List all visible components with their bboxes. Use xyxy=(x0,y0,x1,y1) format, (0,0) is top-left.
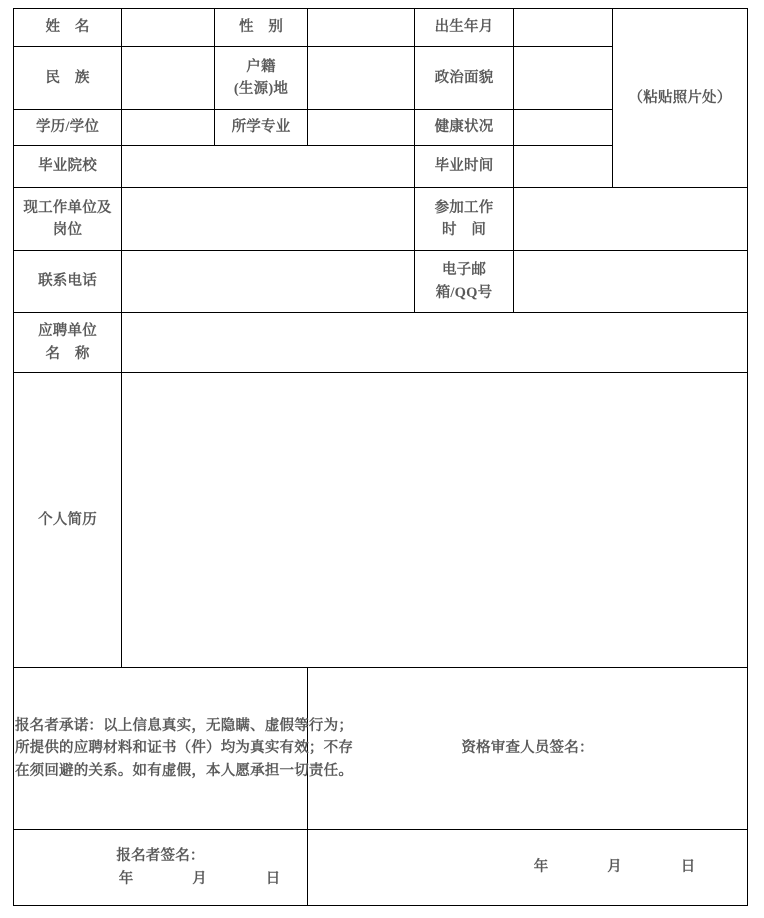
reviewer-signature-label: 资格审查人员签名： xyxy=(308,668,748,830)
label-applied-unit-line2: 名 称 xyxy=(45,345,90,362)
applicant-signature-label: 报名者签名： xyxy=(116,848,205,865)
table-row xyxy=(14,188,748,251)
value-applied-unit[interactable] xyxy=(122,313,748,373)
label-applied-unit xyxy=(14,313,122,373)
value-major[interactable] xyxy=(308,110,415,146)
value-graduation-time[interactable] xyxy=(514,146,613,188)
commitment-line-1: 报名者承诺：以上信息真实，无隐瞒、虚假等行为； xyxy=(14,717,354,734)
value-phone[interactable] xyxy=(122,251,415,313)
value-current-employer[interactable] xyxy=(122,188,415,251)
label-email-qq xyxy=(415,251,514,313)
table-row xyxy=(14,251,748,313)
value-political-status[interactable] xyxy=(514,47,613,110)
value-resume[interactable] xyxy=(122,373,748,668)
label-household-line2: (生源)地 xyxy=(233,81,289,97)
label-phone: 联系电话 xyxy=(14,251,122,313)
table-row xyxy=(14,830,748,906)
label-birth-date: 出生年月 xyxy=(415,9,514,47)
label-applied-unit-line1: 应聘单位 xyxy=(38,323,97,340)
label-political-status: 政治面貌 xyxy=(415,47,514,110)
label-current-employer xyxy=(14,188,122,251)
table-row xyxy=(14,373,748,668)
label-health: 健康状况 xyxy=(415,110,514,146)
label-resume: 个人简历 xyxy=(14,373,122,668)
label-major: 所学专业 xyxy=(215,110,308,146)
applicant-commitment-text xyxy=(14,668,354,830)
reviewer-signature-area[interactable] xyxy=(308,830,748,906)
label-name: 姓 名 xyxy=(14,9,122,47)
label-email-qq-line1: 电子邮 xyxy=(441,262,487,279)
value-email-qq[interactable] xyxy=(514,251,748,313)
label-household xyxy=(215,47,308,110)
applicant-signature-area[interactable] xyxy=(14,830,308,906)
label-gender: 性 别 xyxy=(215,9,308,47)
photo-paste-area[interactable]: （粘贴照片处） xyxy=(613,9,748,188)
commitment-line-3: 在须回避的关系。如有虚假，本人愿承担一切责任。 xyxy=(14,762,354,779)
label-current-employer-line1: 现工作单位及 xyxy=(23,199,112,216)
applicant-signature-date[interactable]: 年 月 日 xyxy=(118,870,291,887)
label-work-start-line1: 参加工作 xyxy=(434,199,494,216)
table-row xyxy=(14,9,748,47)
value-graduate-school[interactable] xyxy=(122,146,415,188)
reviewer-signature-date[interactable]: 年 月 日 xyxy=(533,859,706,876)
value-name[interactable] xyxy=(122,9,215,47)
table-row xyxy=(14,668,748,830)
value-health[interactable] xyxy=(514,110,613,146)
label-current-employer-line2: 岗位 xyxy=(52,222,83,238)
label-work-start-line2: 时 间 xyxy=(441,222,487,238)
label-household-line1: 户籍 xyxy=(246,58,276,75)
label-education-degree: 学历/学位 xyxy=(14,110,122,146)
label-work-start xyxy=(415,188,514,251)
application-form-table xyxy=(13,8,748,906)
value-gender[interactable] xyxy=(308,9,415,47)
label-ethnicity: 民 族 xyxy=(14,47,122,110)
value-work-start[interactable] xyxy=(514,188,748,251)
label-graduate-school: 毕业院校 xyxy=(14,146,122,188)
value-ethnicity[interactable] xyxy=(122,47,215,110)
value-birth-date[interactable] xyxy=(514,9,613,47)
value-household[interactable] xyxy=(308,47,415,110)
value-education-degree[interactable] xyxy=(122,110,215,146)
commitment-line-2: 所提供的应聘材料和证书（件）均为真实有效；不存 xyxy=(14,740,354,757)
table-row xyxy=(14,313,748,373)
label-email-qq-line2: 箱/QQ号 xyxy=(435,284,493,301)
label-graduation-time: 毕业时间 xyxy=(415,146,514,188)
